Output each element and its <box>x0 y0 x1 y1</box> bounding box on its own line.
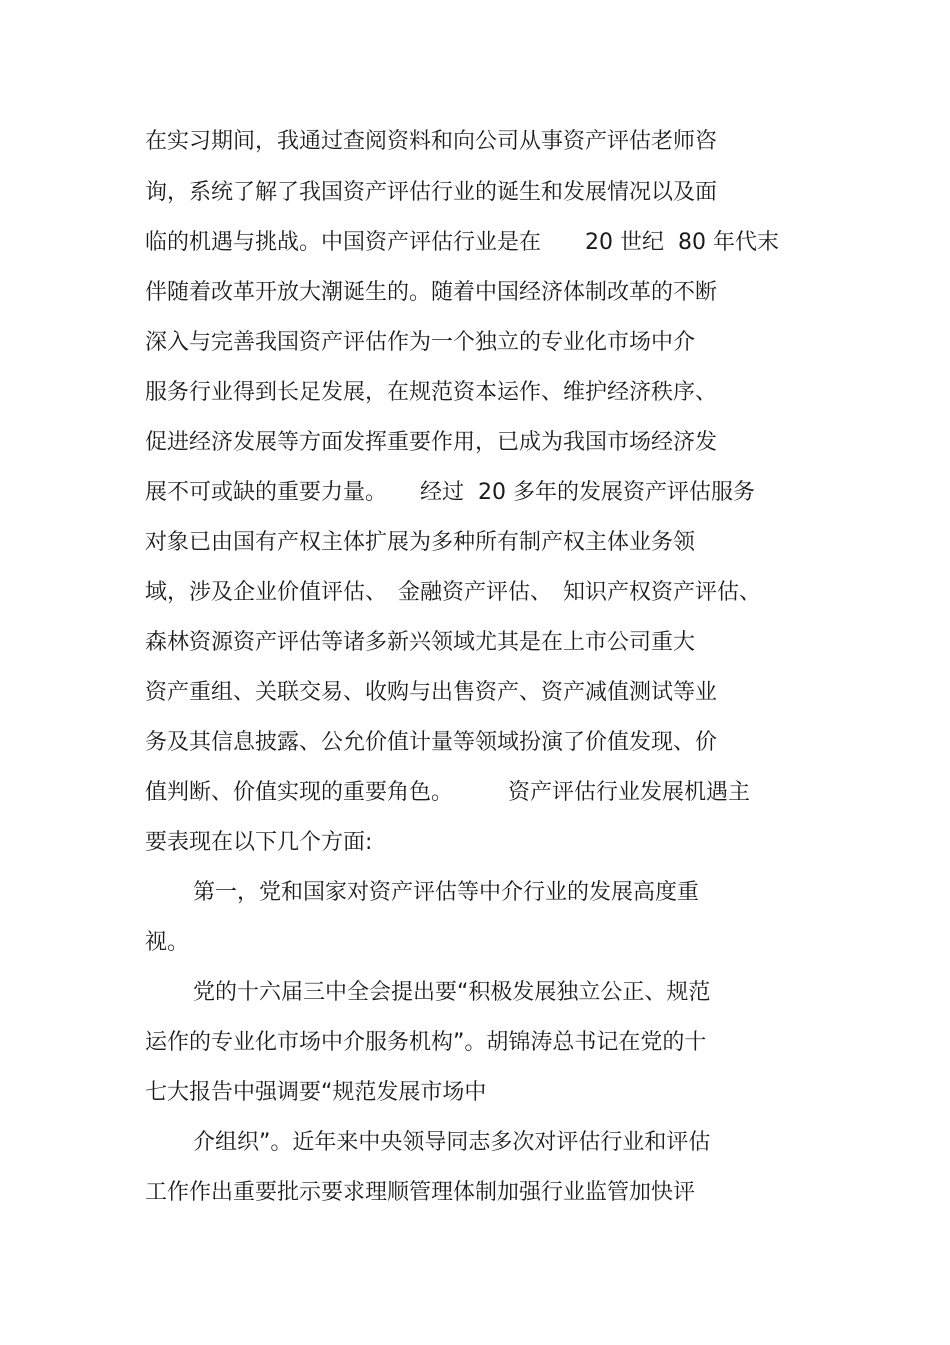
text-line: 工作作出重要批示要求理顺管理体制加强行业监管加快评 <box>145 1180 696 1205</box>
text-line: 运作的专业化市场中介服务机构”。胡锦涛总书记在党的十 <box>145 1030 707 1055</box>
text-line: 展不可或缺的重要力量。 经过 20 多年的发展资产评估服务 <box>145 480 755 505</box>
text-line: 域，涉及企业价值评估、 金融资产评估、 知识产权资产评估、 <box>145 580 762 605</box>
text-line: 要表现在以下几个方面: <box>145 830 373 855</box>
text-line: 视。 <box>145 930 190 955</box>
text-line: 森林资源资产评估等诸多新兴领域尤其是在上市公司重大 <box>145 630 696 655</box>
text-line: 服务行业得到长足发展，在规范资本运作、维护经济秩序、 <box>145 380 718 405</box>
text-line: 值判断、价值实现的重要角色。 资产评估行业发展机遇主 <box>145 780 751 805</box>
text-line: 介组织”。近年来中央领导同志多次对评估行业和评估 <box>193 1130 711 1155</box>
text-line: 伴随着改革开放大潮诞生的。随着中国经济体制改革的不断 <box>145 280 718 305</box>
text-line: 深入与完善我国资产评估作为一个独立的专业化市场中介 <box>145 330 696 355</box>
text-line: 资产重组、关联交易、收购与出售资产、资产减值测试等业 <box>145 680 718 705</box>
text-line: 七大报告中强调要“规范发展市场中 <box>145 1080 487 1105</box>
text-line: 对象已由国有产权主体扩展为多种所有制产权主体业务领 <box>145 530 696 555</box>
text-line: 临的机遇与挑战。中国资产评估行业是在 20 世纪 80 年代末 <box>145 230 779 255</box>
text-line: 第一，党和国家对资产评估等中介行业的发展高度重 <box>193 880 700 905</box>
text-line: 务及其信息披露、公允价值计量等领域扮演了价值发现、价 <box>145 730 718 755</box>
text-line: 在实习期间，我通过查阅资料和向公司从事资产评估老师咨 <box>145 129 718 154</box>
text-line: 询，系统了解了我国资产评估行业的诞生和发展情况以及面 <box>145 180 718 205</box>
text-line: 促进经济发展等方面发挥重要作用，已成为我国市场经济发 <box>145 430 718 455</box>
text-line: 党的十六届三中全会提出要“积极发展独立公正、规范 <box>193 980 711 1005</box>
